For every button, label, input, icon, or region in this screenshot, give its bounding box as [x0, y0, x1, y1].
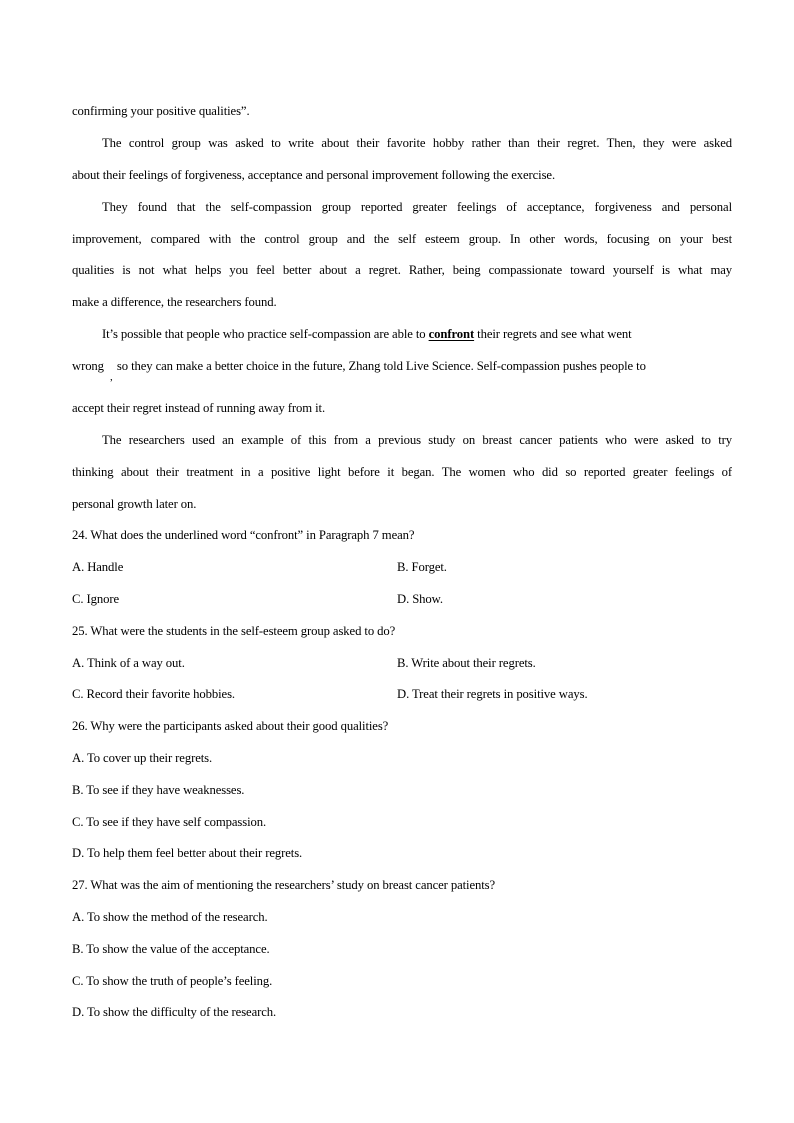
question-25-option-c: C. Record their favorite hobbies. — [72, 687, 236, 701]
passage-line — [102, 326, 732, 342]
question-25-option-d: D. Treat their regrets in positive ways. — [397, 687, 588, 701]
question-25-option-a: A. Think of a way out. — [72, 656, 185, 670]
question-25-stem: 25. What were the students in the self-esteem group asked to do? — [72, 624, 396, 638]
question-26-stem: 26. Why were the participants asked about their good qualities? — [72, 719, 389, 733]
question-24-option-c: C. Ignore — [72, 592, 120, 606]
question-24-option-d: D. Show. — [397, 592, 443, 606]
question-26-option-d: D. To help them feel better about their regrets. — [72, 846, 303, 860]
question-27-stem: 27. What was the aim of mentioning the researchers’ study on breast cancer patients? — [72, 878, 496, 892]
question-27-option-a: A. To show the method of the research. — [72, 910, 268, 924]
passage-line: They found that the self-compassion group reported greater feelings of acceptance, forgiveness and personal — [102, 200, 732, 214]
underlined-word-confront: confront — [428, 327, 475, 341]
passage-line — [72, 358, 732, 374]
passage-line: about their feelings of forgiveness, acceptance and personal improvement following the exercise. — [72, 168, 556, 182]
passage-line: The researchers used an example of this from a previous study on breast cancer patients who were asked to try — [102, 433, 732, 447]
question-24-option-a: A. Handle — [72, 560, 124, 574]
question-26-option-a: A. To cover up their regrets. — [72, 751, 213, 765]
passage-line: improvement, compared with the control group and the self esteem group. In other words, focusing on your best — [72, 232, 732, 246]
passage-text: so they can make a better choice in the future, Zhang told Live Science. Self-compassion pushes people to — [116, 359, 646, 373]
question-27-option-c: C. To show the truth of people’s feeling. — [72, 974, 273, 988]
question-24-option-b: B. Forget. — [397, 560, 447, 574]
passage-line: make a difference, the researchers found. — [72, 295, 277, 309]
dropped-comma: , — [110, 371, 113, 383]
question-25-option-b: B. Write about their regrets. — [397, 656, 536, 670]
passage-line: personal growth later on. — [72, 497, 197, 511]
question-27-option-d: D. To show the difficulty of the research. — [72, 1005, 277, 1019]
passage-line: accept their regret instead of running away from it. — [72, 401, 326, 415]
passage-line: The control group was asked to write about their favorite hobby rather than their regret. Then, they were asked — [102, 136, 732, 150]
question-26-option-b: B. To see if they have weaknesses. — [72, 783, 245, 797]
passage-text: wrong — [72, 359, 104, 373]
passage-line: confirming your positive qualities”. — [72, 104, 250, 118]
question-26-option-c: C. To see if they have self compassion. — [72, 815, 267, 829]
passage-text: It’s possible that people who practice self-compassion are able to — [102, 327, 429, 341]
passage-text: their regrets and see what went — [474, 327, 632, 341]
question-24-stem: 24. What does the underlined word “confront” in Paragraph 7 mean? — [72, 528, 415, 542]
question-27-option-b: B. To show the value of the acceptance. — [72, 942, 270, 956]
passage-line: thinking about their treatment in a positive light before it began. The women who did so reported greater feelings of — [72, 465, 732, 479]
passage-line: qualities is not what helps you feel better about a regret. Rather, being compassionate toward yourself is what may — [72, 263, 732, 277]
